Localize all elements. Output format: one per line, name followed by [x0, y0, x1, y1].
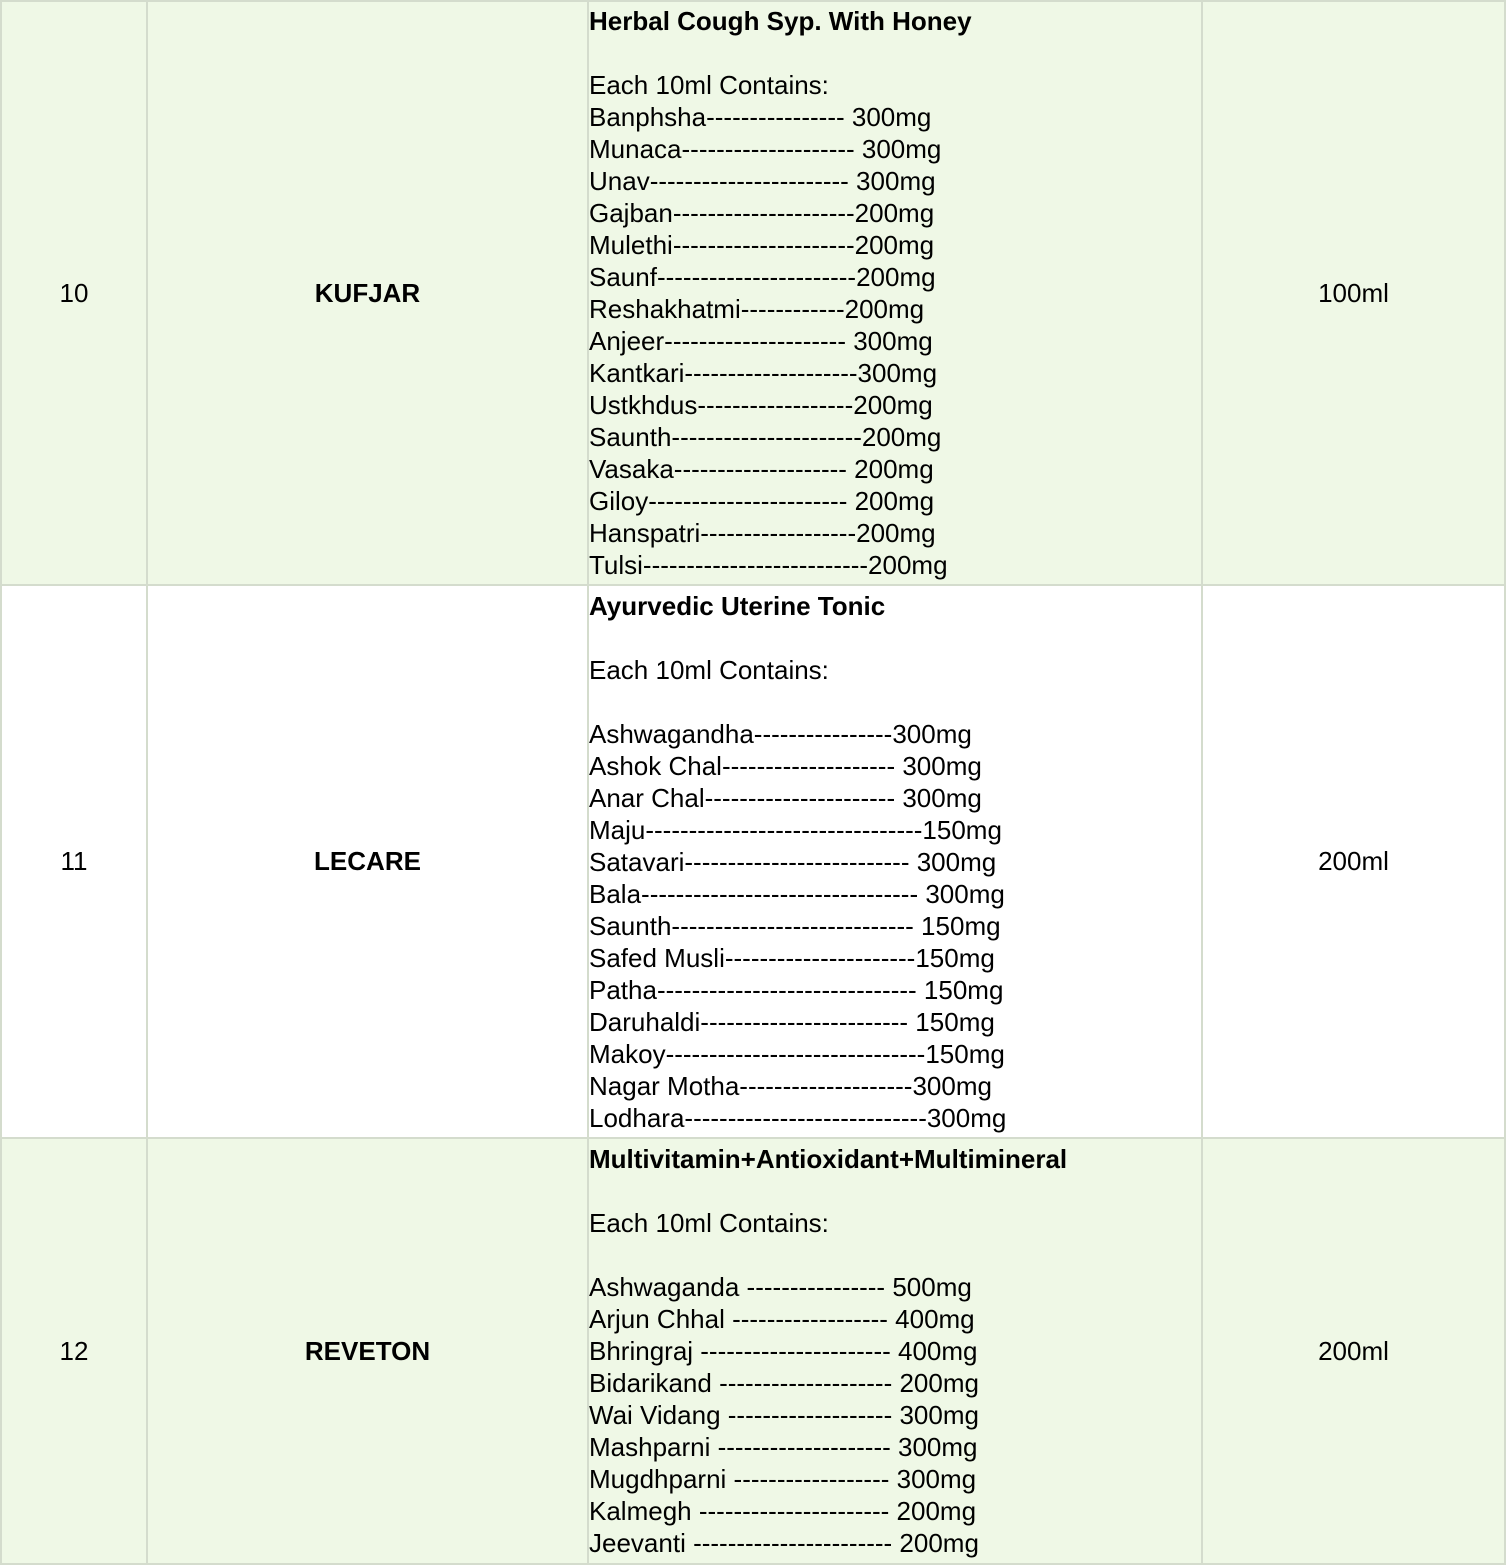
contains-label: Each 10ml Contains: [589, 1208, 829, 1238]
composition-cell [588, 1, 1202, 585]
ingredient-line: Munaca-------------------- 300mg [589, 134, 942, 164]
table-row [1, 1138, 1505, 1564]
ingredient-line: Arjun Chhal ------------------ 400mg [589, 1304, 975, 1334]
ingredient-line: Ashwagandha----------------300mg [589, 718, 972, 749]
ingredient-line: Unav----------------------- 300mg [589, 166, 936, 196]
ingredient-line: Anjeer--------------------- 300mg [589, 326, 933, 356]
spacer [589, 622, 1201, 654]
product-name: REVETON [147, 1138, 588, 1564]
spacer [589, 1175, 1201, 1207]
composition-cell [588, 585, 1202, 1138]
ingredient-line: Gajban---------------------200mg [589, 198, 935, 228]
ingredient-line: Vasaka-------------------- 200mg [589, 454, 934, 484]
serial-number: 10 [1, 1, 147, 585]
ingredient-line: Patha------------------------------ 150mg [589, 974, 1004, 1005]
contains-label: Each 10ml Contains: [589, 70, 829, 100]
ingredient-line: Satavari-------------------------- 300mg [589, 846, 997, 877]
ingredient-line: Lodhara----------------------------300mg [589, 1102, 1007, 1133]
product-name: KUFJAR [147, 1, 588, 585]
serial-number: 12 [1, 1138, 147, 1564]
ingredient-line: Jeevanti ----------------------- 200mg [589, 1528, 979, 1558]
ingredient-line: Mugdhparni ------------------ 300mg [589, 1464, 977, 1494]
spacer [589, 1239, 1201, 1271]
spacer [589, 37, 1201, 69]
ingredient-line: Saunth----------------------200mg [589, 422, 942, 452]
ingredient-line: Tulsi--------------------------200mg [589, 550, 948, 580]
composition-cell [588, 1138, 1202, 1564]
ingredient-line: Mulethi---------------------200mg [589, 230, 935, 260]
ingredient-line: Kantkari--------------------300mg [589, 358, 938, 388]
ingredient-line: Bala-------------------------------- 300mg [589, 878, 1005, 909]
pack-size: 100ml [1202, 1, 1505, 585]
ingredient-line: Banphsha---------------- 300mg [589, 102, 932, 132]
ingredient-line: Hanspatri------------------200mg [589, 518, 936, 548]
ingredient-line: Reshakhatmi------------200mg [589, 294, 925, 324]
ingredient-line: Kalmegh ---------------------- 200mg [589, 1496, 977, 1526]
table-row [1, 585, 1505, 1138]
ingredient-line: Safed Musli----------------------150mg [589, 942, 995, 973]
ingredient-line: Nagar Motha--------------------300mg [589, 1070, 992, 1101]
composition-title: Multivitamin+Antioxidant+Multimineral [589, 1144, 1068, 1174]
composition-title: Ayurvedic Uterine Tonic [589, 590, 886, 621]
ingredient-line: Makoy------------------------------150mg [589, 1038, 1005, 1069]
ingredient-line: Daruhaldi------------------------ 150mg [589, 1006, 995, 1037]
ingredient-line: Saunf-----------------------200mg [589, 262, 936, 292]
ingredient-line: Maju--------------------------------150mg [589, 814, 1002, 845]
table-row [1, 1, 1505, 585]
ingredient-line: Giloy----------------------- 200mg [589, 486, 935, 516]
ingredient-line: Saunth---------------------------- 150mg [589, 910, 1001, 941]
ingredient-line: Wai Vidang ------------------- 300mg [589, 1400, 979, 1430]
ingredient-line: Ashok Chal-------------------- 300mg [589, 750, 982, 781]
serial-number: 11 [1, 585, 147, 1138]
pack-size: 200ml [1202, 1138, 1505, 1564]
pack-size: 200ml [1202, 585, 1505, 1138]
ingredient-line: Bhringraj ---------------------- 400mg [589, 1336, 978, 1366]
ingredient-line: Mashparni -------------------- 300mg [589, 1432, 978, 1462]
ingredient-line: Ashwaganda ---------------- 500mg [589, 1272, 972, 1302]
ingredient-line: Anar Chal---------------------- 300mg [589, 782, 982, 813]
product-name: LECARE [147, 585, 588, 1138]
composition-title: Herbal Cough Syp. With Honey [589, 6, 972, 36]
contains-label: Each 10ml Contains: [589, 654, 829, 685]
ingredient-line: Ustkhdus------------------200mg [589, 390, 933, 420]
ingredient-line: Bidarikand -------------------- 200mg [589, 1368, 979, 1398]
spacer [589, 686, 1201, 718]
